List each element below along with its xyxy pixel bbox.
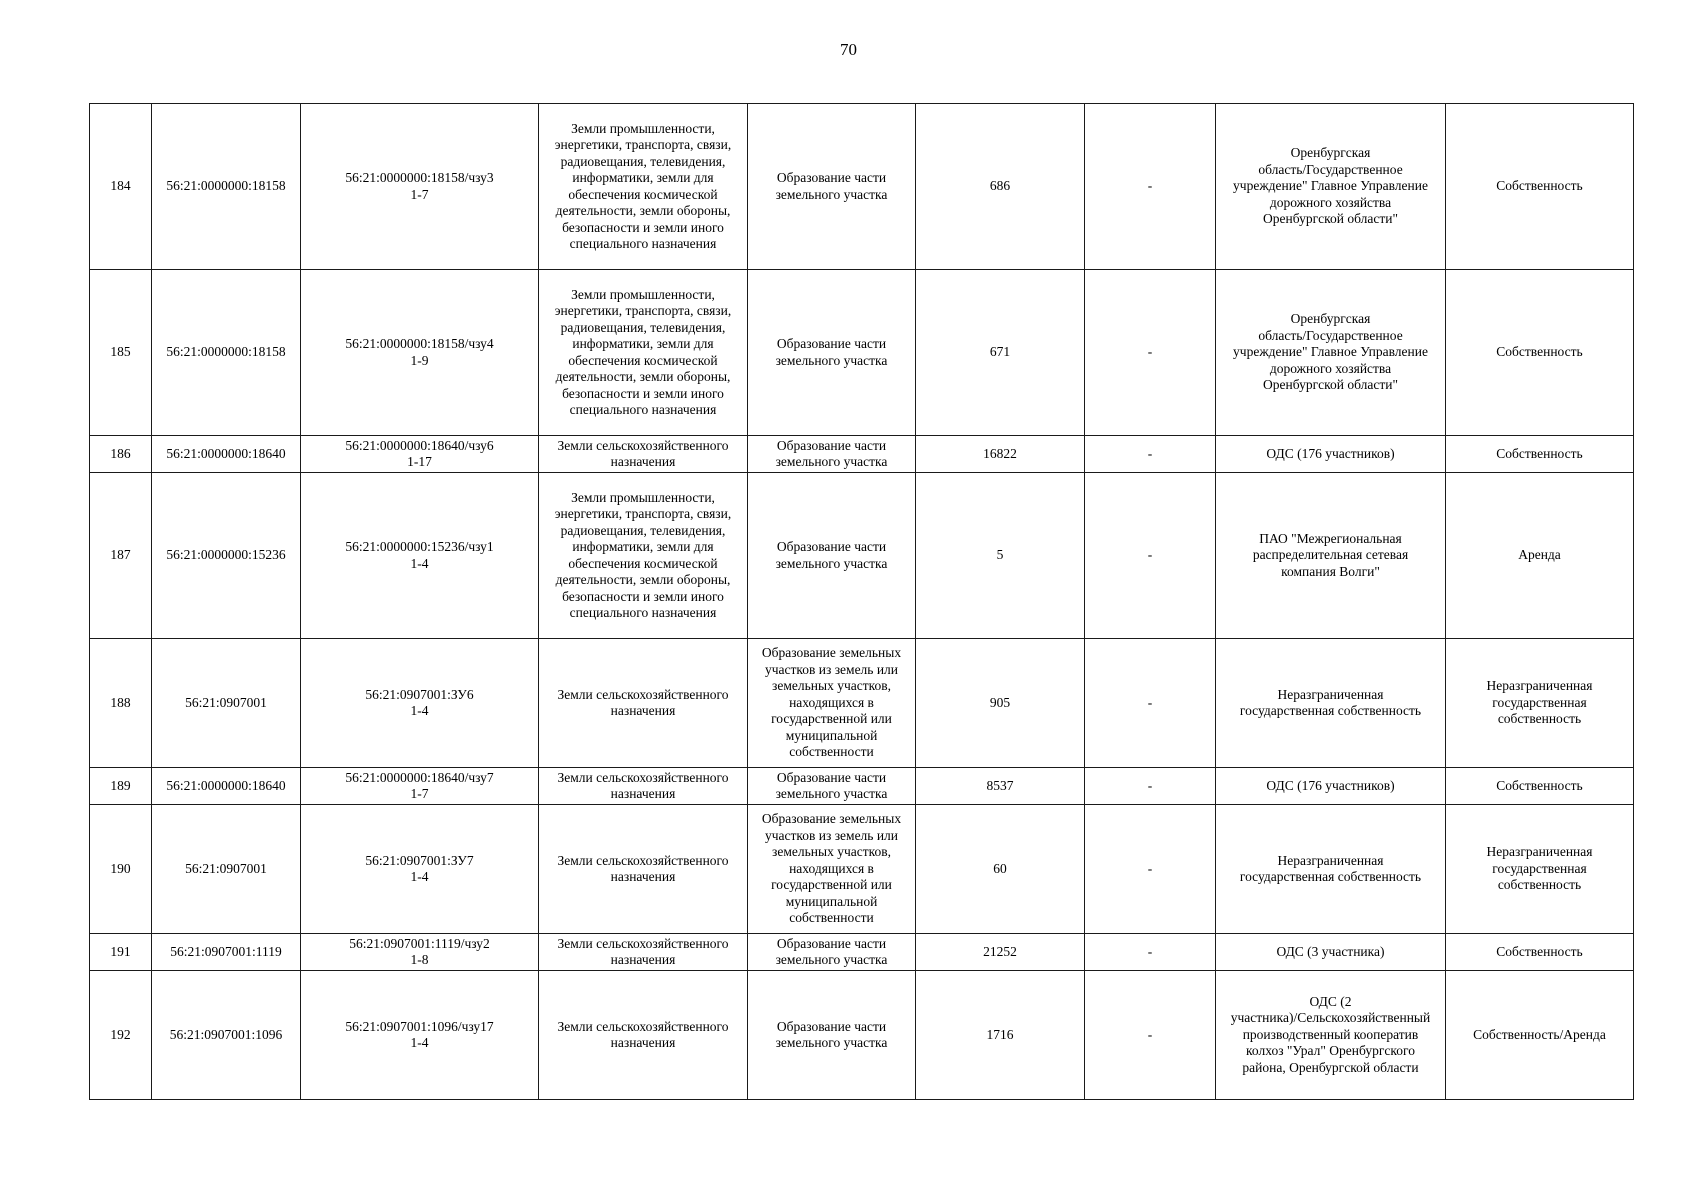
cadastral-number: 56:21:0907001:1096 [152,971,301,1100]
right-type: Собственность [1446,934,1634,971]
address-value: - [1085,270,1216,436]
cadastral-number: 56:21:0000000:18158 [152,104,301,270]
address-value: - [1085,436,1216,473]
part-designation: 56:21:0000000:18158/чзу4 1-9 [301,270,539,436]
address-value: - [1085,473,1216,639]
area-value: 60 [916,805,1085,934]
address-value: - [1085,805,1216,934]
part-designation: 56:21:0907001:1096/чзу17 1-4 [301,971,539,1100]
row-number: 189 [90,768,152,805]
page-number: 70 [840,40,857,59]
formation-method: Образование части земельного участка [748,473,916,639]
land-category: Земли сельскохозяйственного назначения [539,805,748,934]
right-holder: Неразграниченная государственная собственность [1216,639,1446,768]
right-type: Собственность [1446,436,1634,473]
cadastral-number: 56:21:0000000:18640 [152,436,301,473]
address-value: - [1085,934,1216,971]
table-row [90,270,1634,436]
part-designation: 56:21:0907001:ЗУ7 1-4 [301,805,539,934]
formation-method: Образование части земельного участка [748,971,916,1100]
right-holder: ОДС (2 участника)/Сельскохозяйственный производственный кооператив колхоз "Урал" Оренбургского района, Оренбургской области [1216,971,1446,1100]
right-holder: ОДС (176 участников) [1216,436,1446,473]
right-type: Собственность [1446,768,1634,805]
right-type: Неразграниченная государственная собственность [1446,805,1634,934]
part-designation: 56:21:0000000:18640/чзу6 1-17 [301,436,539,473]
address-value: - [1085,971,1216,1100]
formation-method: Образование земельных участков из земель или земельных участков, находящихся в государственной или муниципальной собственности [748,639,916,768]
address-value: - [1085,768,1216,805]
table-row [90,104,1634,270]
part-designation: 56:21:0000000:18158/чзу3 1-7 [301,104,539,270]
row-number: 185 [90,270,152,436]
table-row [90,934,1634,971]
right-holder: ПАО "Межрегиональная распределительная сетевая компания Волги" [1216,473,1446,639]
area-value: 905 [916,639,1085,768]
row-number: 190 [90,805,152,934]
row-number: 187 [90,473,152,639]
right-type: Аренда [1446,473,1634,639]
area-value: 16822 [916,436,1085,473]
right-type: Неразграниченная государственная собственность [1446,639,1634,768]
right-holder: ОДС (3 участника) [1216,934,1446,971]
land-category: Земли промышленности, энергетики, транспорта, связи, радиовещания, телевидения, информатики, земли для обеспечения космической деятельности, земли обороны, безопасности и земли иного специального назначения [539,270,748,436]
area-value: 5 [916,473,1085,639]
land-category: Земли сельскохозяйственного назначения [539,971,748,1100]
right-type: Собственность/Аренда [1446,971,1634,1100]
land-category: Земли сельскохозяйственного назначения [539,768,748,805]
table-row [90,971,1634,1100]
area-value: 671 [916,270,1085,436]
formation-method: Образование части земельного участка [748,436,916,473]
row-number: 192 [90,971,152,1100]
formation-method: Образование земельных участков из земель или земельных участков, находящихся в государственной или муниципальной собственности [748,805,916,934]
right-holder: ОДС (176 участников) [1216,768,1446,805]
row-number: 191 [90,934,152,971]
table-row [90,639,1634,768]
cadastral-number: 56:21:0907001:1119 [152,934,301,971]
cadastral-number: 56:21:0000000:15236 [152,473,301,639]
land-category: Земли промышленности, энергетики, транспорта, связи, радиовещания, телевидения, информатики, земли для обеспечения космической деятельности, земли обороны, безопасности и земли иного специального назначения [539,473,748,639]
land-category: Земли сельскохозяйственного назначения [539,639,748,768]
right-holder: Неразграниченная государственная собственность [1216,805,1446,934]
cadastral-number: 56:21:0907001 [152,805,301,934]
cadastral-number: 56:21:0000000:18640 [152,768,301,805]
land-category: Земли сельскохозяйственного назначения [539,436,748,473]
address-value: - [1085,639,1216,768]
right-type: Собственность [1446,104,1634,270]
formation-method: Образование части земельного участка [748,270,916,436]
land-category: Земли сельскохозяйственного назначения [539,934,748,971]
right-holder: Оренбургская область/Государственное учреждение" Главное Управление дорожного хозяйства Оренбургской области" [1216,270,1446,436]
formation-method: Образование части земельного участка [748,768,916,805]
formation-method: Образование части земельного участка [748,934,916,971]
area-value: 1716 [916,971,1085,1100]
part-designation: 56:21:0000000:18640/чзу7 1-7 [301,768,539,805]
right-type: Собственность [1446,270,1634,436]
part-designation: 56:21:0907001:1119/чзу2 1-8 [301,934,539,971]
table-row [90,768,1634,805]
table-row [90,805,1634,934]
row-number: 186 [90,436,152,473]
part-designation: 56:21:0907001:ЗУ6 1-4 [301,639,539,768]
right-holder: Оренбургская область/Государственное учреждение" Главное Управление дорожного хозяйства Оренбургской области" [1216,104,1446,270]
table-row [90,436,1634,473]
formation-method: Образование части земельного участка [748,104,916,270]
cadastral-number: 56:21:0000000:18158 [152,270,301,436]
land-category: Земли промышленности, энергетики, транспорта, связи, радиовещания, телевидения, информатики, земли для обеспечения космической деятельности, земли обороны, безопасности и земли иного специального назначения [539,104,748,270]
table-row [90,473,1634,639]
area-value: 8537 [916,768,1085,805]
row-number: 188 [90,639,152,768]
row-number: 184 [90,104,152,270]
cadastral-number: 56:21:0907001 [152,639,301,768]
land-parcels-table [89,103,1634,1100]
address-value: - [1085,104,1216,270]
area-value: 686 [916,104,1085,270]
part-designation: 56:21:0000000:15236/чзу1 1-4 [301,473,539,639]
area-value: 21252 [916,934,1085,971]
